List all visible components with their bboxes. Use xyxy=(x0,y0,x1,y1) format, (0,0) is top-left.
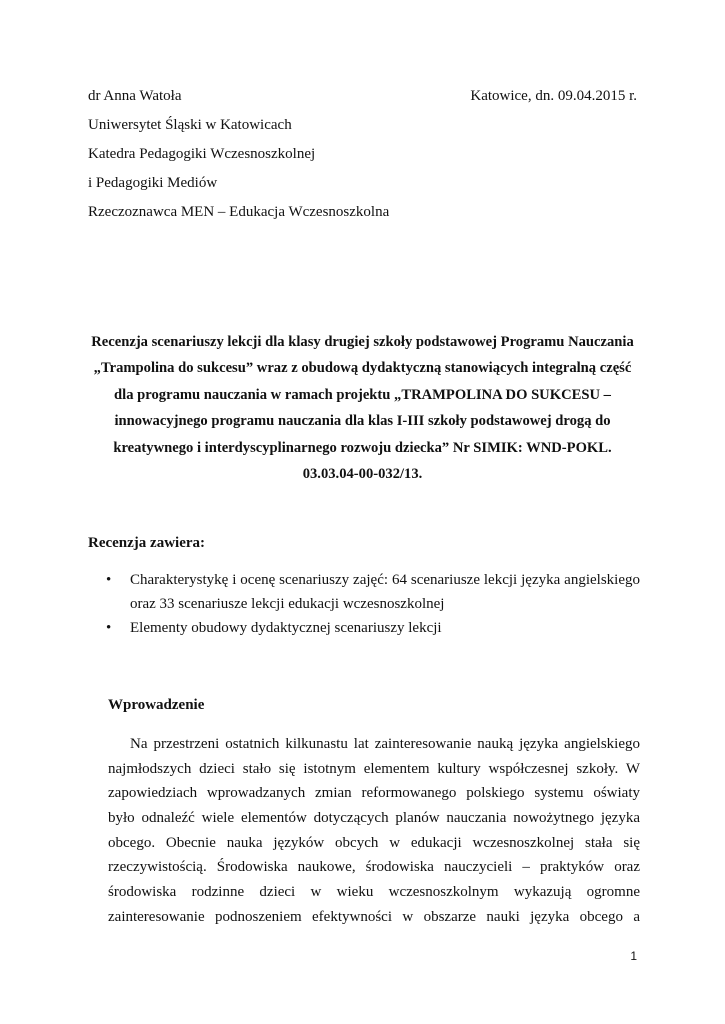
bullet-icon: • xyxy=(106,572,112,588)
paragraph-line: zainteresowanie podnoszeniem efektywności w obszarze nauki języka obcego a xyxy=(108,908,640,925)
title-line: kreatywnego i interdyscyplinarnego rozwoju dziecka” Nr SIMIK: WND-POKL. xyxy=(113,439,612,456)
list-item-text: Charakterystykę i ocenę scenariuszy zajęć: 64 scenariusze lekcji języka angielskiego xyxy=(130,572,640,588)
list-item xyxy=(88,616,640,640)
intro-heading: Wprowadzenie xyxy=(108,697,205,713)
date-line: Katowice, dn. 09.04.2015 r. xyxy=(470,88,637,104)
author-name: dr Anna Watoła xyxy=(88,88,182,104)
page-number: 1 xyxy=(630,949,637,963)
title-line: „Trampolina do sukcesu” wraz z obudową dydaktyczną stanowiących integralną część xyxy=(93,360,632,377)
list-item-text: Elementy obudowy dydaktycznej scenariuszy lekcji xyxy=(130,620,442,636)
contents-list xyxy=(88,568,640,640)
paragraph-line: najmłodszych dzieci stało się istotnym elementem kultury współczesnej szkoły. W xyxy=(108,760,640,777)
title-line: innowacyjnego programu nauczania dla klas I-III szkoły podstawowej drogą do xyxy=(114,413,611,430)
intro-paragraph xyxy=(108,732,640,930)
document-title xyxy=(70,329,655,487)
bullet-icon: • xyxy=(106,620,112,636)
affiliation-line: i Pedagogiki Mediów xyxy=(88,175,218,191)
paragraph-line: było odnaleźć wiele elementów dotyczących planów nauczania nowożytnego języka xyxy=(108,810,640,827)
contents-heading: Recenzja zawiera: xyxy=(88,535,206,551)
affiliation-line: Uniwersytet Śląski w Katowicach xyxy=(88,117,292,133)
paragraph-line: Na przestrzeni ostatnich kilkunastu lat zainteresowanie nauką języka angielskiego xyxy=(130,736,640,752)
paragraph-line: zapowiedziach wprowadzanych zmian reformowanego polskiego systemu oświaty xyxy=(108,785,640,802)
paragraph-line: rzeczywistością. Środowiska naukowe, środowiska nauczycieli – praktyków oraz xyxy=(108,859,640,876)
affiliation-line: Rzeczoznawca MEN – Edukacja Wczesnoszkolna xyxy=(88,204,390,220)
title-line: Recenzja scenariuszy lekcji dla klasy drugiej szkoły podstawowej Programu Nauczania xyxy=(91,334,634,350)
paragraph-line: środowiska rodzinne dzieci w wieku wczesnoszkolnym wykazują ogromne xyxy=(108,884,640,901)
title-line: 03.03.04-00-032/13. xyxy=(302,466,423,483)
list-item-text: oraz 33 scenariusze lekcji edukacji wczesnoszkolnej xyxy=(130,596,445,612)
paragraph-line: obcego. Obecnie nauka języków obcych w edukacji wczesnoszkolnej stała się xyxy=(108,834,640,851)
affiliation-line: Katedra Pedagogiki Wczesnoszkolnej xyxy=(88,146,316,162)
list-item xyxy=(88,568,640,616)
title-line: dla programu nauczania w ramach projektu „TRAMPOLINA DO SUKCESU – xyxy=(114,386,611,403)
